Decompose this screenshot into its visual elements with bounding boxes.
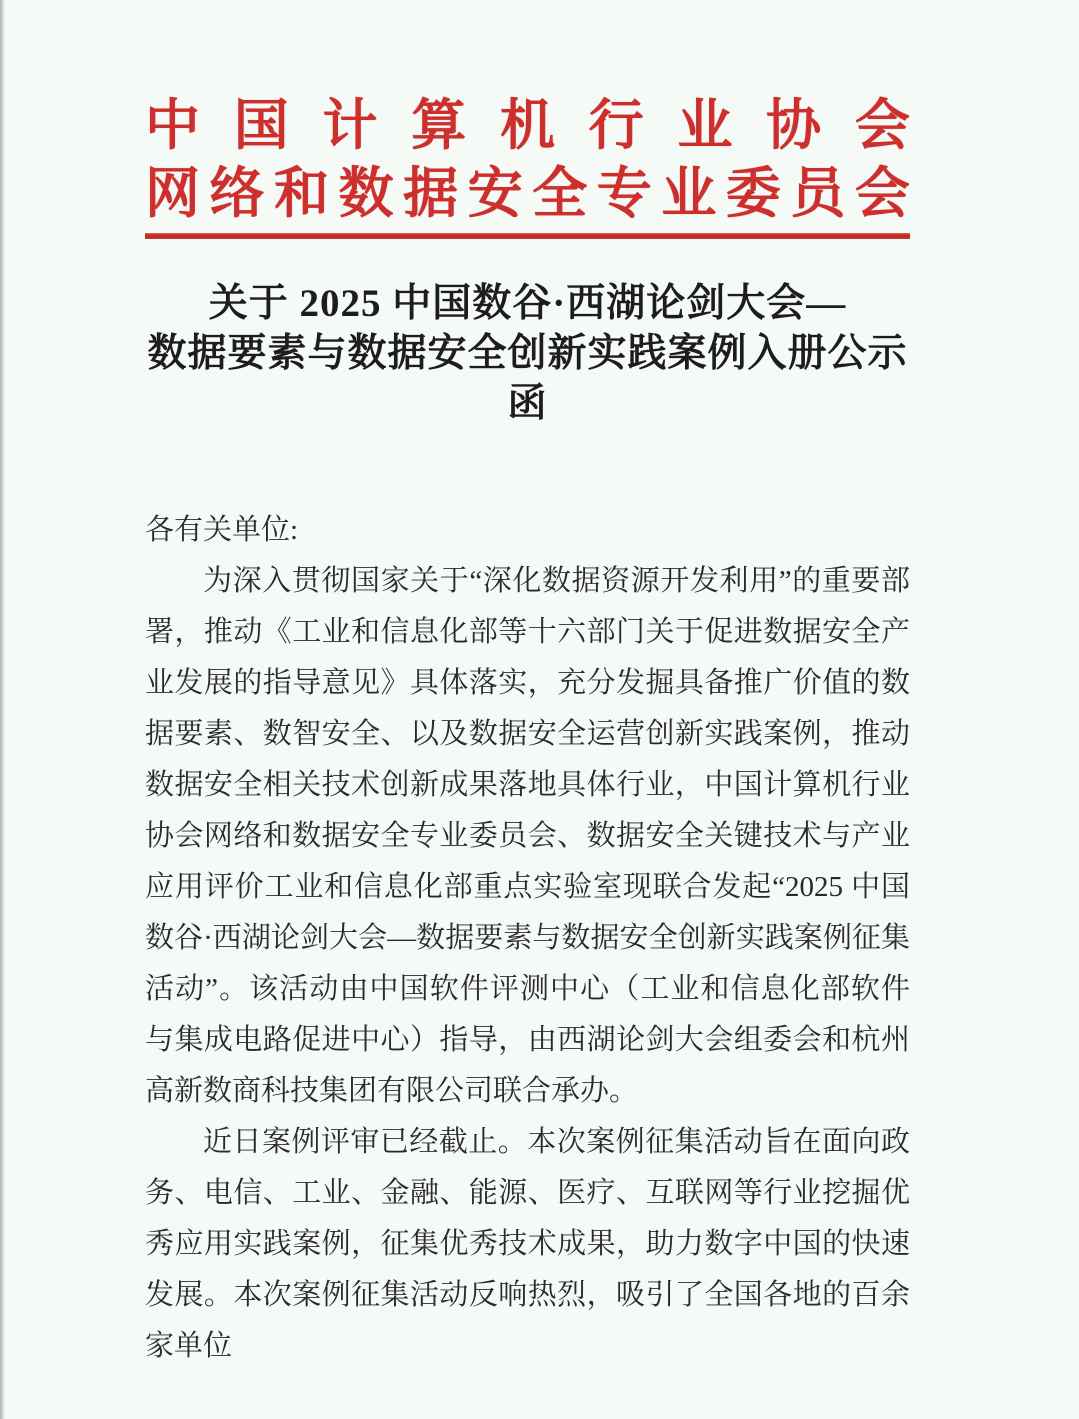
letterhead [145,0,910,228]
document-title-line-2: 数据要素与数据安全创新实践案例入册公示函 [147,332,908,425]
letterhead-divider-rule [145,233,910,239]
letterhead-org-line-2: 网 络 和 数 据 安 全 专 业 委 员 会 [145,163,910,224]
document-title-line-1: 关于 2025 中国数谷·西湖论剑大会— [208,282,847,325]
document-title [145,279,910,429]
document-content [145,0,910,1372]
body-paragraph: 为深入贯彻国家关于“深化数据资源开发利用”的重要部署，推动《工业和信息化部等十六部门关于促进数据安全产业发展的指导意见》具体落实，充分发掘具备推广价值的数据要素、数智安全、以及数据安全运营创新实践案例，推动数据安全相关技术创新成果落地具体行业，中国计算机行业协会网络和数据安全专业委员会、数据安全关键技术与产业应用评价工业和信息化部重点实验室现联合发起“2025 中国数谷·西湖论剑大会—数据要素与数据安全创新实践案例征集活动”。该活动由中国软件评测中心（工业和信息化部软件与集成电路促进中心）指导，由西湖论剑大会组委会和杭州高新数商科技集团有限公司联合承办。 [145,565,910,1107]
document-body [145,505,910,1372]
body-paragraph: 近日案例评审已经截止。本次案例征集活动旨在面向政务、电信、工业、金融、能源、医疗、互联网等行业挖掘优秀应用实践案例，征集优秀技术成果，助力数字中国的快速发展。本次案例征集活动反响热烈，吸引了全国各地的百余家单位 [145,1126,910,1362]
salutation: 各有关单位: [145,514,299,546]
letterhead-org-line-1: 中 国 计 算 机 行 业 协 会 [145,95,910,156]
